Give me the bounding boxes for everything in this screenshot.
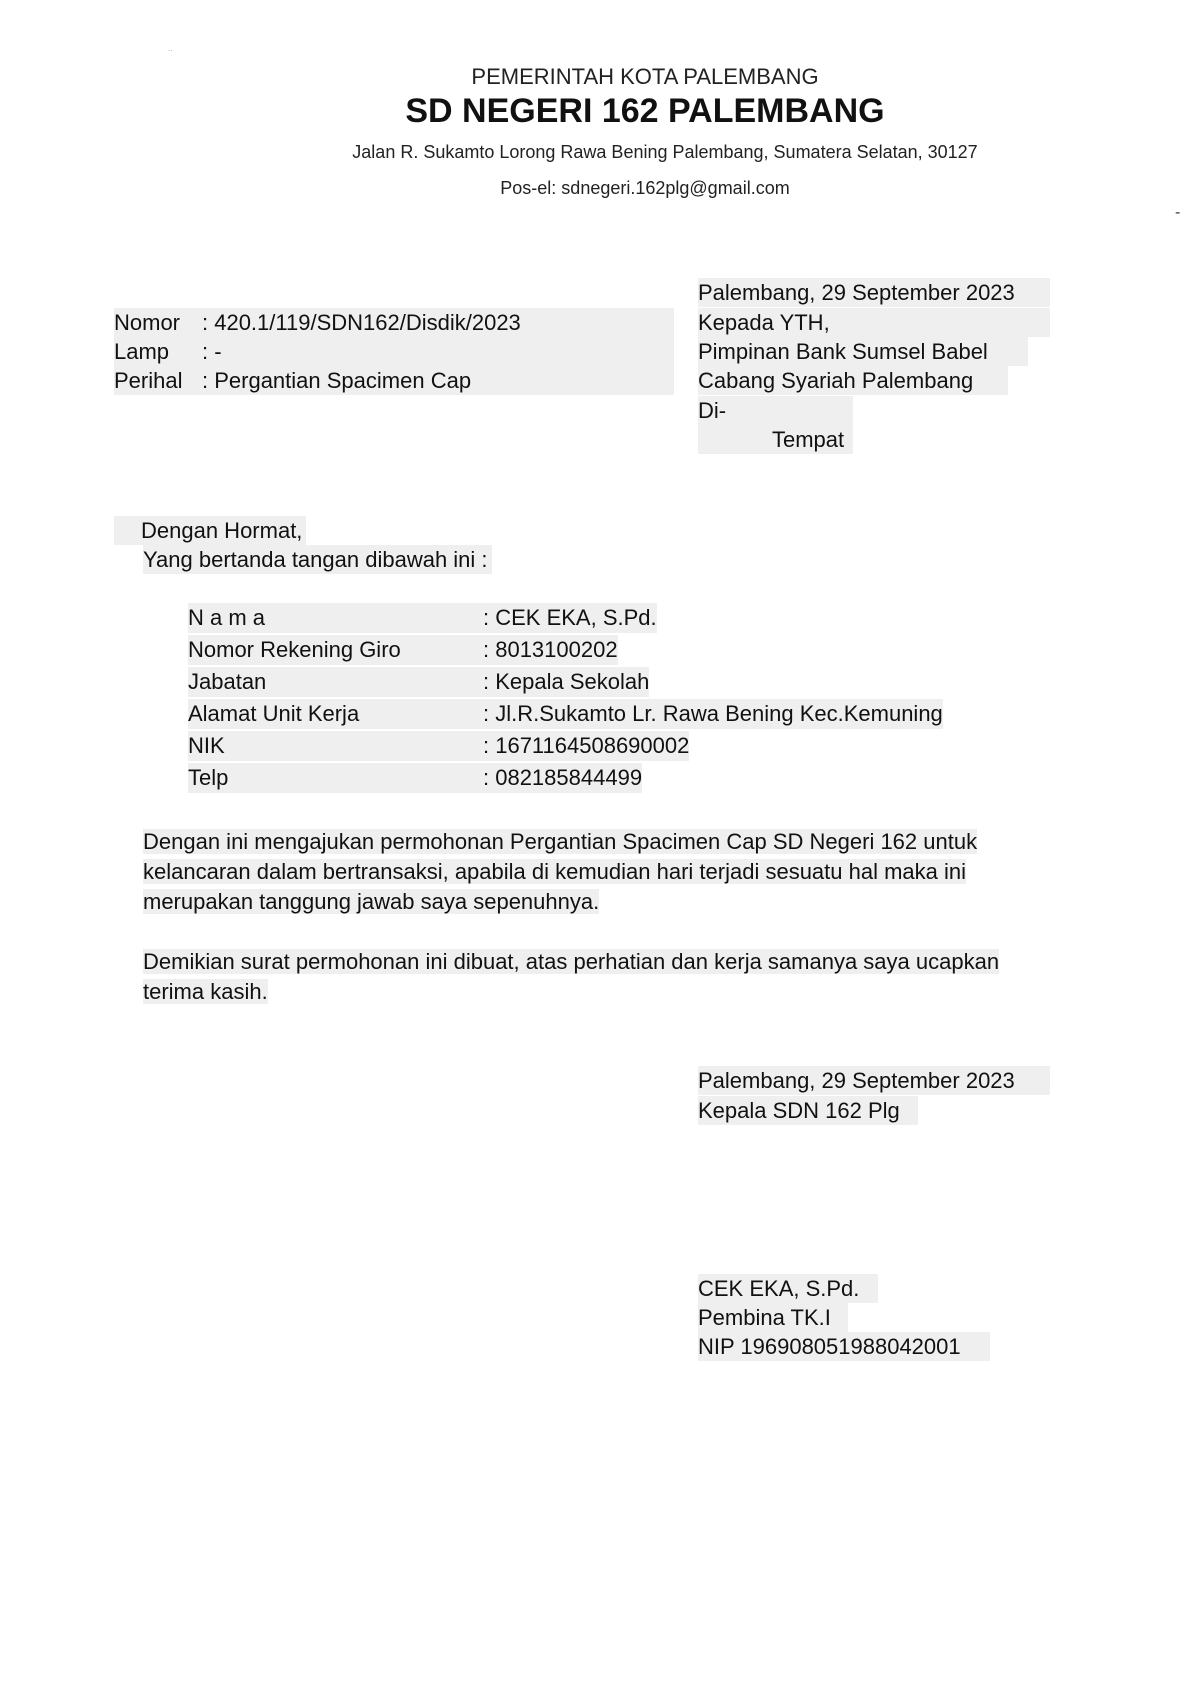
signature-name: CEK EKA, S.Pd.	[698, 1274, 878, 1303]
perihal-value: : Pergantian Spacimen Cap	[202, 368, 472, 393]
identity-label: Nomor Rekening Giro	[188, 635, 483, 665]
school-address: Jalan R. Sukamto Lorong Rawa Bening Palembang, Sumatera Selatan, 30127	[352, 142, 978, 162]
identity-label: Alamat Unit Kerja	[188, 699, 483, 729]
body-paragraph-2	[143, 947, 999, 1007]
recipient-line-4: Di-	[698, 396, 853, 425]
meta-lamp	[114, 337, 674, 366]
top-dots: ..	[168, 44, 173, 53]
identity-value: : CEK EKA, S.Pd.	[483, 603, 657, 633]
identity-row-account	[188, 635, 618, 665]
identity-label: Jabatan	[188, 667, 483, 697]
school-email: Pos-el: sdnegeri.162plg@gmail.com	[500, 178, 790, 198]
recipient-date: Palembang, 29 September 2023	[698, 278, 1050, 307]
recipient-line-5: Tempat	[772, 427, 845, 452]
body-p2-line-2: terima kasih.	[143, 979, 268, 1004]
identity-label: N a m a	[188, 603, 483, 633]
body-p1-line-2: kelancaran dalam bertransaksi, apabila di kemudian hari terjadi sesuatu hal maka ini	[143, 859, 967, 884]
government-heading: PEMERINTAH KOTA PALEMBANG	[471, 64, 819, 89]
identity-label: NIK	[188, 731, 483, 761]
identity-value: : Kepala Sekolah	[483, 667, 649, 697]
meta-nomor	[114, 308, 674, 337]
recipient-line-2: Pimpinan Bank Sumsel Babel	[698, 337, 1028, 366]
identity-label: Telp	[188, 763, 483, 793]
body-p2-line-1: Demikian surat permohonan ini dibuat, atas perhatian dan kerja samanya saya ucapkan	[143, 949, 1000, 974]
identity-value: : 1671164508690002	[483, 731, 689, 761]
signature-nip: NIP 196908051988042001	[698, 1332, 990, 1361]
nomor-label: Nomor	[114, 310, 181, 335]
identity-row-position	[188, 667, 649, 697]
identity-row-name	[188, 603, 657, 633]
body-p1-line-1: Dengan ini mengajukan permohonan Pergantian Spacimen Cap SD Negeri 162 untuk	[143, 829, 978, 854]
perihal-label: Perihal	[114, 368, 183, 393]
identity-value: : Jl.R.Sukamto Lr. Rawa Bening Kec.Kemuning	[483, 699, 943, 729]
recipient-line-5-wrap	[698, 425, 853, 454]
recipient-line-1: Kepada YTH,	[698, 308, 1050, 337]
body-p1-line-3: merupakan tanggung jawab saya sepenuhnya.	[143, 889, 600, 914]
lamp-value: : -	[202, 339, 222, 364]
identity-value: : 8013100202	[483, 635, 618, 665]
signature-position: Kepala SDN 162 Plg	[698, 1096, 918, 1125]
recipient-line-3: Cabang Syariah Palembang	[698, 366, 1008, 395]
identity-value: : 082185844499	[483, 763, 642, 793]
nomor-value: : 420.1/119/SDN162/Disdik/2023	[202, 310, 521, 335]
meta-perihal	[114, 366, 674, 395]
intro-line: Yang bertanda tangan dibawah ini :	[143, 545, 492, 574]
margin-dash: -	[1175, 204, 1181, 221]
salutation: Dengan Hormat,	[114, 516, 306, 545]
identity-row-nik	[188, 731, 689, 761]
signature-date: Palembang, 29 September 2023	[698, 1066, 1050, 1095]
school-name-heading: SD NEGERI 162 PALEMBANG	[405, 92, 885, 130]
lamp-label: Lamp	[114, 339, 170, 364]
identity-row-address	[188, 699, 943, 729]
signature-rank: Pembina TK.I	[698, 1303, 848, 1332]
body-paragraph-1	[143, 827, 977, 917]
identity-row-phone	[188, 763, 642, 793]
